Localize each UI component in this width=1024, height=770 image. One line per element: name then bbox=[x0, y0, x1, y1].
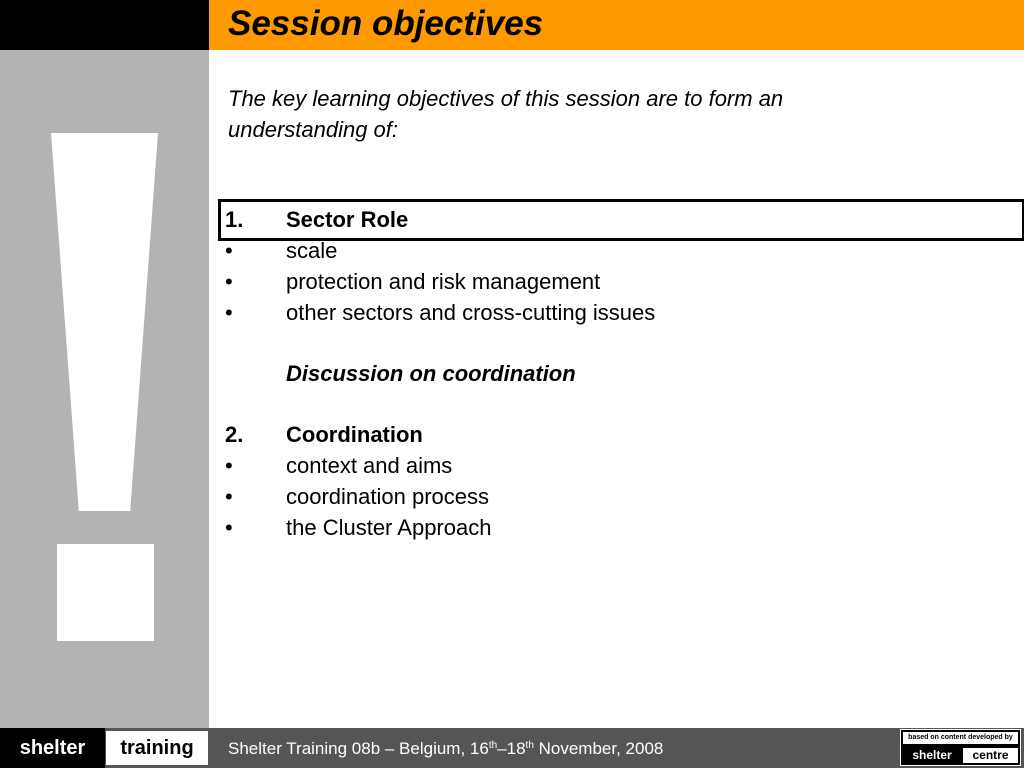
bullet-marker: • bbox=[225, 238, 233, 263]
bullet-marker: • bbox=[225, 484, 233, 509]
footer-dash: –18 bbox=[497, 739, 526, 758]
list-text: Discussion on coordination bbox=[286, 361, 576, 386]
intro-text: The key learning objectives of this session are to form an understanding of: bbox=[228, 86, 784, 142]
list-text: scale bbox=[286, 238, 338, 263]
list-text: context and aims bbox=[286, 453, 453, 478]
bullet-marker: • bbox=[225, 453, 233, 478]
shelter-logo-left: shelter bbox=[0, 728, 105, 768]
credit-shelter-text: shelter bbox=[912, 748, 952, 762]
footer-event-text bbox=[228, 728, 663, 768]
list-text: other sectors and cross-cutting issues bbox=[286, 300, 656, 325]
exclamation-dot-shape bbox=[57, 544, 154, 641]
list-text: Sector Role bbox=[286, 207, 409, 232]
training-logo: training bbox=[106, 731, 208, 765]
credit-centre-text: centre bbox=[963, 748, 1018, 763]
list-marker: 2. bbox=[225, 422, 244, 447]
footer-sup: th bbox=[488, 740, 498, 751]
header-black-block bbox=[0, 0, 209, 50]
list-text: Coordination bbox=[286, 422, 423, 447]
footer-event-prefix: Shelter Training 08b – Belgium, 16 bbox=[228, 739, 489, 758]
list-text: the Cluster Approach bbox=[286, 515, 492, 540]
footer-sup: th bbox=[525, 740, 534, 751]
footer-event-suffix: November, 2008 bbox=[533, 739, 664, 758]
bullet-marker: • bbox=[225, 515, 233, 540]
bullet-marker: • bbox=[225, 269, 233, 294]
bullet-marker: • bbox=[225, 300, 233, 325]
slide-title: Session objectives bbox=[228, 4, 544, 43]
shelter-centre-logo bbox=[900, 729, 1021, 766]
list-text: protection and risk management bbox=[286, 269, 601, 294]
credit-caption: based on content developed by bbox=[903, 732, 1018, 744]
list-marker: 1. bbox=[225, 207, 244, 232]
list-text: coordination process bbox=[286, 484, 490, 509]
